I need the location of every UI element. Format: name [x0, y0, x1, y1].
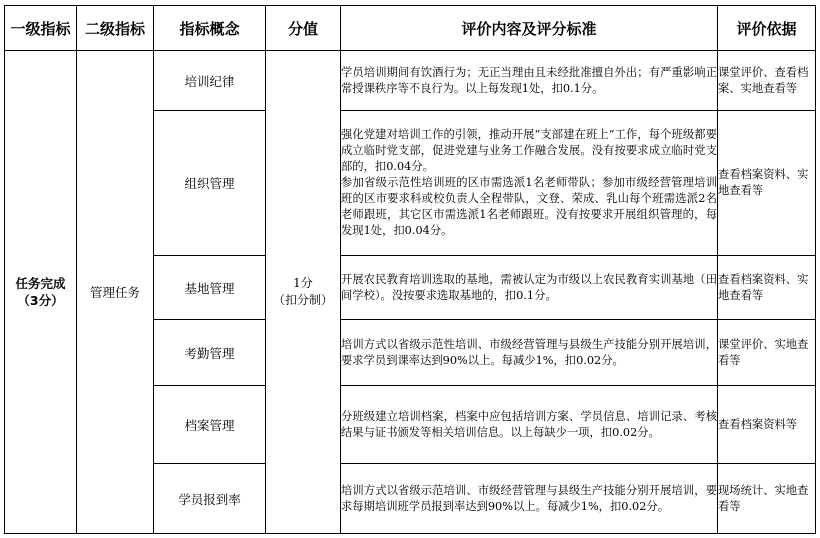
- header-concept: 指标概念: [154, 6, 266, 51]
- content-cell: [341, 111, 718, 256]
- level1-points: （3分）: [17, 293, 64, 308]
- score-cell: [266, 51, 341, 534]
- basis-cell: 查看档案资料、实地查看等: [718, 256, 816, 320]
- content-line: 强化党建对培训工作的引领，推动开展“支部建在班上”工作，每个班级都要成立临时党支部，促进党建与业务工作融合发展。没有按要求成立临时党支部的，扣0.04分。: [341, 128, 717, 173]
- basis-cell: 课堂评价、实地查看等: [718, 320, 816, 386]
- header-content: 评价内容及评分标准: [341, 6, 718, 51]
- header-score: 分值: [266, 6, 341, 51]
- score-method: （扣分制）: [272, 293, 333, 307]
- evaluation-criteria-table: [4, 5, 816, 534]
- basis-cell: 课堂评价、查看档案、实地查看等: [718, 51, 816, 111]
- content-cell: 开展农民教育培训选取的基地，需被认定为市级以上农民教育实训基地（田间学校）。没按要求选取基地的，扣0.1分。: [341, 256, 718, 320]
- basis-cell: 现场统计、实地查看等: [718, 464, 816, 534]
- concept-cell: 考勤管理: [154, 320, 266, 386]
- header-level2: 二级指标: [77, 6, 154, 51]
- content-cell: 培训方式以省级示范性培训、市级经营管理与县级生产技能分别开展培训，要求学员到课率达到90%以上。每减少1%，扣0.02分。: [341, 320, 718, 386]
- score-value: 1分: [293, 276, 313, 290]
- header-basis: 评价依据: [718, 6, 816, 51]
- concept-cell: 学员报到率: [154, 464, 266, 534]
- concept-cell: 基地管理: [154, 256, 266, 320]
- content-line: 参加省级示范性培训班的区市需选派1名老师带队；参加市级经营管理培训班的区市要求科或校负责人全程带队，文登、荣成、乳山每个班需选派2名老师跟班，其它区市需选派1名老师跟班。没有按要求开展组织管理的，每发现1处，扣0.04分。: [341, 176, 717, 237]
- header-row: [5, 6, 816, 51]
- basis-cell: 查看档案资料、实地查看等: [718, 111, 816, 256]
- content-cell: 培训方式以省级示范培训、市级经营管理与县级生产技能分别开展培训，要求每期培训班学员报到率达到90%以上。每减少1%，扣0.02分。: [341, 464, 718, 534]
- table-row: [5, 51, 816, 111]
- level2-cell: 管理任务: [77, 51, 154, 534]
- header-level1: 一级指标: [5, 6, 77, 51]
- content-cell: 学员培训期间有饮酒行为；无正当理由且未经批准擅自外出；有严重影响正常授课秩序等不良行为。以上每发现1处，扣0.1分。: [341, 51, 718, 111]
- level1-cell: [5, 51, 77, 534]
- concept-cell: 培训纪律: [154, 51, 266, 111]
- level1-name: 任务完成: [15, 276, 66, 291]
- basis-cell: 查看档案资料等: [718, 386, 816, 464]
- concept-cell: 组织管理: [154, 111, 266, 256]
- content-cell: 分班级建立培训档案，档案中应包括培训方案、学员信息、培训记录、考核结果与证书颁发等相关培训信息。以上每缺少一项，扣0.02分。: [341, 386, 718, 464]
- concept-cell: 档案管理: [154, 386, 266, 464]
